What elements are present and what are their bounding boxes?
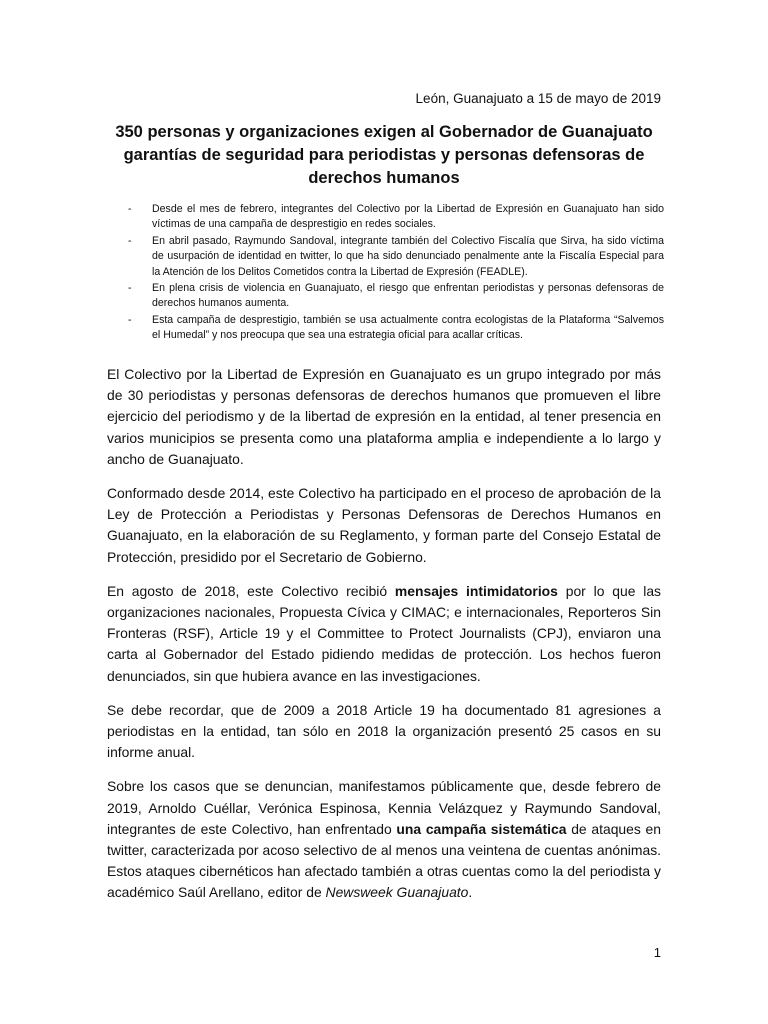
paragraph-3 bbox=[107, 581, 661, 687]
paragraph-5-italic: Newsweek Guanajuato bbox=[325, 884, 469, 901]
bullet-item bbox=[122, 202, 664, 233]
paragraph-1: El Colectivo por la Libertad de Expresión en Guanajuato es un grupo integrado por más de 30 periodistas y personas defensoras de derechos humanos que promueven el libre ejercicio del periodismo y de la libertad de expresión en la entidad, al tener presencia en varios municipios se presenta como una plataforma amplia e independiente a lo largo y ancho de Guanajuato. bbox=[107, 366, 661, 467]
paragraph-5-bold: una campaña sistemática bbox=[396, 820, 567, 837]
document-title: 350 personas y organizaciones exigen al Gobernador de Guanajuato garantías de seguridad para periodistas y personas defensoras de derechos humanos bbox=[115, 123, 653, 187]
paragraph-4: Se debe recordar, que de 2009 a 2018 Article 19 ha documentado 81 agresiones a periodistas en la entidad, tan sólo en 2018 la organización presentó 25 casos en su informe anual. bbox=[107, 701, 661, 761]
bullet-item bbox=[122, 234, 664, 280]
paragraph-5-text-c: . bbox=[468, 884, 473, 901]
bullet-marker: - bbox=[128, 282, 132, 295]
page-number: 1 bbox=[653, 945, 661, 960]
bullet-item bbox=[122, 281, 664, 312]
paragraph-2: Conformado desde 2014, este Colectivo ha participado en el proceso de aprobación de la Ley de Protección a Periodistas y Personas Defensoras de Derechos Humanos en Guanajuato, en la elaboración de su Reglamento, y forman parte del Consejo Estatal de Protección, presidido por el Secretario de Gobierno. bbox=[107, 485, 661, 565]
bullet-text: En abril pasado, Raymundo Sandoval, integrante también del Colectivo Fiscalía que Sirva, ha sido víctima de usurpación de identidad en twitter, lo que ha sido denunciado penalmente ante la Fiscalía Especial para la Atención de los Delitos Cometidos contra la Libertad de Expresión (FEADLE). bbox=[152, 234, 664, 278]
bullet-text: En plena crisis de violencia en Guanajuato, el riesgo que enfrentan periodistas y personas defensoras de derechos humanos aumenta. bbox=[152, 282, 664, 310]
paragraph-3-text-a: En agosto de 2018, este Colectivo recibió bbox=[107, 582, 395, 599]
bullet-text: Desde el mes de febrero, integrantes del Colectivo por la Libertad de Expresión en Guanajuato han sido víctimas de una campaña de desprestigio en redes sociales. bbox=[152, 203, 664, 231]
paragraph-5-text-b: de ataques en twitter, caracterizada por acoso selectivo de al menos una veintena de cuentas anónimas. Estos ataques cibernéticos han afectado también a otras cuentas como la del periodista y académico Saúl Arellano, editor de bbox=[107, 820, 661, 901]
document-body bbox=[107, 364, 661, 917]
bullet-marker: - bbox=[128, 203, 132, 215]
bullet-marker: - bbox=[128, 234, 132, 247]
document-date: León, Guanajuato a 15 de mayo de 2019 bbox=[415, 91, 661, 106]
paragraph-5-text-a: Sobre los casos que se denuncian, manifestamos públicamente que, desde febrero de 2019, Arnoldo Cuéllar, Verónica Espinosa, Kennia Velázquez y Raymundo Sandoval, integrantes de este Colectivo, han enfrentado bbox=[107, 778, 661, 837]
paragraph-3-bold: mensajes intimidatorios bbox=[394, 582, 558, 599]
bullet-marker: - bbox=[128, 313, 132, 326]
bullet-text: Esta campaña de desprestigio, también se usa actualmente contra ecologistas de la Plataforma “Salvemos el Humedal” y nos preocupa que sea una estrategia oficial para acallar críticas. bbox=[152, 313, 664, 342]
bullet-item bbox=[122, 313, 664, 344]
paragraph-3-text-b: por lo que las organizaciones nacionales, Propuesta Cívica y CIMAC; e internacionales, Reporteros Sin Fronteras (RSF), Article 19 y el Committee to Protect Journalists (CPJ), enviaron una carta al Gobernador del Estado pidiendo medidas de protección. Los hechos fueron denunciados, sin que hubiera avance en las investigaciones. bbox=[107, 582, 661, 684]
paragraph-5 bbox=[107, 776, 661, 903]
summary-bullet-list bbox=[122, 202, 664, 345]
